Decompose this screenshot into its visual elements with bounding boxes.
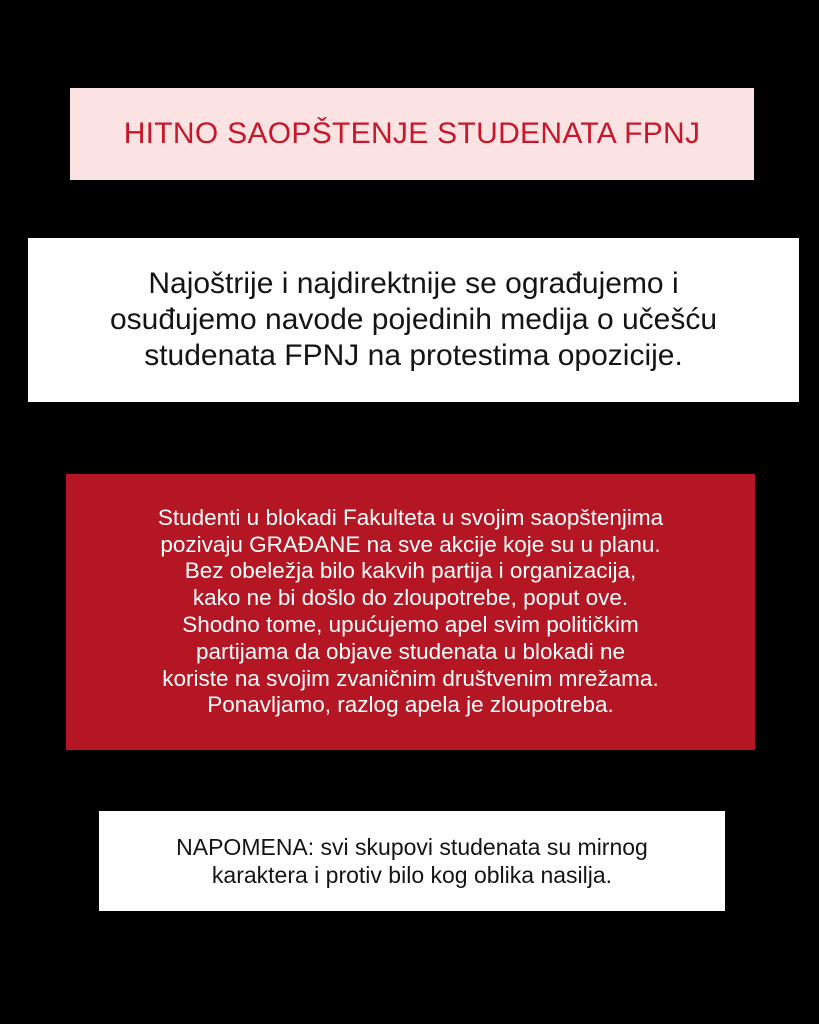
appeal-line: koriste na svojim zvaničnim društvenim mrežama. bbox=[162, 665, 659, 691]
statement-line: Najoštrije i najdirektnije se ograđujemo i bbox=[148, 267, 679, 301]
appeal-line: Bez obeležja bilo kakvih partija i organizacija, bbox=[184, 558, 637, 584]
appeal-line: kako ne bi došlo do zloupotrebe, poput ove. bbox=[192, 585, 629, 611]
appeal-line: Shodno tome, upućujemo apel svim političkim bbox=[182, 612, 639, 637]
statement-box bbox=[28, 238, 799, 402]
appeal-line: Ponavljamo, razlog apela je zloupotreba. bbox=[207, 692, 614, 718]
appeal-line: partijama da objave studenata u blokadi ne bbox=[195, 638, 626, 664]
note-box bbox=[99, 811, 725, 911]
appeal-line: pozivaju GRAĐANE na sve akcije koje su u planu. bbox=[160, 531, 661, 557]
statement-line: osuđujemo navode pojedinih medija o učešću bbox=[109, 303, 718, 337]
announcement-title: HITNO SAOPŠTENJE STUDENATA FPNJ bbox=[123, 117, 701, 150]
announcement-title-banner bbox=[70, 88, 754, 180]
note-text bbox=[176, 833, 648, 889]
statement-text bbox=[110, 266, 717, 373]
appeal-box bbox=[66, 474, 755, 750]
note-line: NAPOMENA: svi skupovi studenata su mirnog bbox=[176, 833, 648, 860]
appeal-text bbox=[158, 505, 663, 719]
note-line: karaktera i protiv bilo kog oblika nasilja. bbox=[211, 862, 613, 888]
appeal-line: Studenti u blokadi Fakulteta u svojim saopštenjima bbox=[157, 504, 664, 530]
statement-line: studenata FPNJ na protestima opozicije. bbox=[144, 338, 683, 372]
